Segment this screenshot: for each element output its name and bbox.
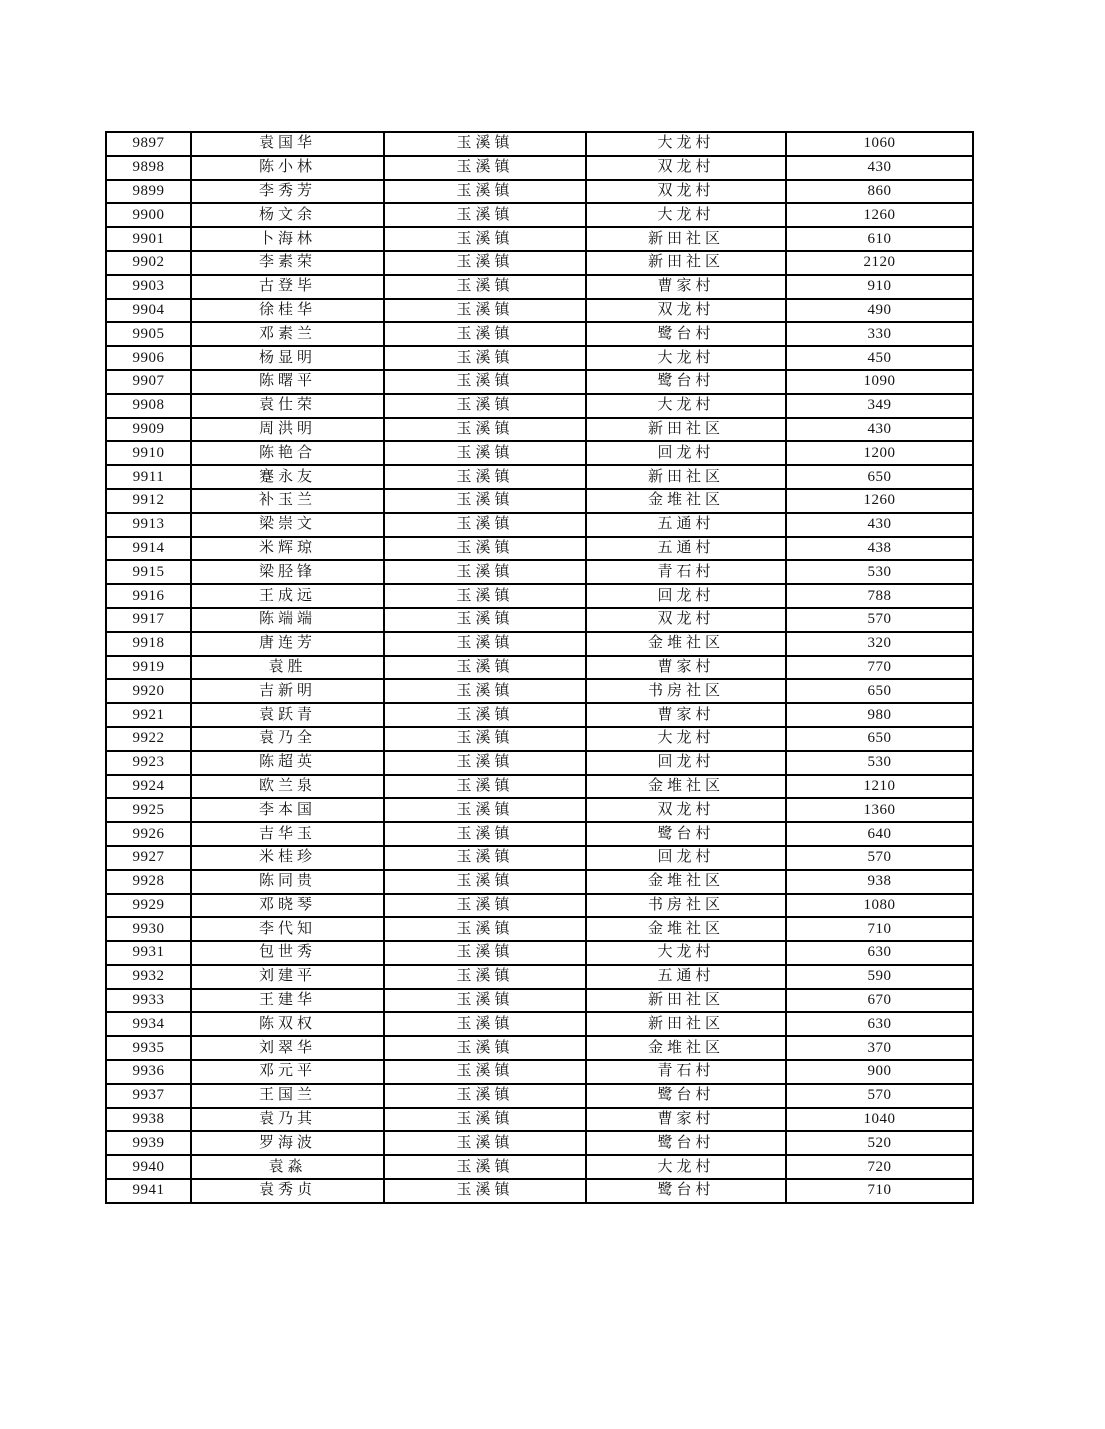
cell-name: 补玉兰 (191, 489, 384, 513)
cell-serial-number: 9940 (106, 1155, 191, 1179)
cell-town: 玉溪镇 (384, 608, 586, 632)
cell-village: 新田社区 (586, 989, 786, 1013)
table-row (106, 679, 973, 703)
cell-name: 杨文余 (191, 203, 384, 227)
cell-town: 玉溪镇 (384, 227, 586, 251)
cell-amount: 1210 (786, 775, 973, 799)
cell-name: 欧兰泉 (191, 775, 384, 799)
cell-town: 玉溪镇 (384, 1155, 586, 1179)
cell-name: 陈小林 (191, 156, 384, 180)
table-row (106, 1036, 973, 1060)
cell-village: 双龙村 (586, 608, 786, 632)
cell-town: 玉溪镇 (384, 798, 586, 822)
table-row (106, 180, 973, 204)
cell-village: 金堆社区 (586, 1036, 786, 1060)
cell-amount: 450 (786, 346, 973, 370)
cell-town: 玉溪镇 (384, 775, 586, 799)
cell-serial-number: 9922 (106, 727, 191, 751)
cell-village: 新田社区 (586, 418, 786, 442)
cell-amount: 670 (786, 989, 973, 1013)
table-row (106, 1060, 973, 1084)
table-row (106, 560, 973, 584)
cell-name: 王建华 (191, 989, 384, 1013)
cell-amount: 938 (786, 870, 973, 894)
table-row (106, 989, 973, 1013)
cell-village: 金堆社区 (586, 870, 786, 894)
cell-town: 玉溪镇 (384, 1012, 586, 1036)
cell-village: 曹家村 (586, 275, 786, 299)
cell-serial-number: 9923 (106, 751, 191, 775)
cell-village: 新田社区 (586, 227, 786, 251)
table-row (106, 489, 973, 513)
cell-village: 大龙村 (586, 727, 786, 751)
cell-serial-number: 9941 (106, 1179, 191, 1203)
cell-amount: 370 (786, 1036, 973, 1060)
cell-name: 陈艳合 (191, 441, 384, 465)
cell-amount: 570 (786, 608, 973, 632)
cell-village: 新田社区 (586, 465, 786, 489)
table-row (106, 775, 973, 799)
cell-town: 玉溪镇 (384, 156, 586, 180)
table-row (106, 156, 973, 180)
table-row (106, 1155, 973, 1179)
cell-name: 周洪明 (191, 418, 384, 442)
cell-amount: 610 (786, 227, 973, 251)
table-row (106, 418, 973, 442)
table-row (106, 537, 973, 561)
table-row (106, 227, 973, 251)
cell-town: 玉溪镇 (384, 1131, 586, 1155)
cell-name: 杨显明 (191, 346, 384, 370)
cell-village: 五通村 (586, 537, 786, 561)
cell-name: 陈双权 (191, 1012, 384, 1036)
cell-amount: 2120 (786, 251, 973, 275)
cell-town: 玉溪镇 (384, 132, 586, 156)
cell-name: 陈同贵 (191, 870, 384, 894)
cell-serial-number: 9924 (106, 775, 191, 799)
cell-amount: 1260 (786, 489, 973, 513)
cell-name: 刘建平 (191, 965, 384, 989)
cell-village: 鹭台村 (586, 822, 786, 846)
cell-name: 罗海波 (191, 1131, 384, 1155)
cell-amount: 710 (786, 917, 973, 941)
cell-town: 玉溪镇 (384, 941, 586, 965)
records-table-body (106, 132, 973, 1203)
cell-town: 玉溪镇 (384, 180, 586, 204)
cell-serial-number: 9912 (106, 489, 191, 513)
cell-town: 玉溪镇 (384, 584, 586, 608)
cell-town: 玉溪镇 (384, 370, 586, 394)
cell-town: 玉溪镇 (384, 560, 586, 584)
table-row (106, 441, 973, 465)
cell-serial-number: 9911 (106, 465, 191, 489)
table-row (106, 870, 973, 894)
cell-village: 曹家村 (586, 656, 786, 680)
cell-amount: 788 (786, 584, 973, 608)
cell-serial-number: 9916 (106, 584, 191, 608)
cell-amount: 650 (786, 465, 973, 489)
cell-amount: 590 (786, 965, 973, 989)
cell-serial-number: 9913 (106, 513, 191, 537)
cell-name: 袁秀贞 (191, 1179, 384, 1203)
cell-amount: 570 (786, 846, 973, 870)
cell-serial-number: 9917 (106, 608, 191, 632)
cell-amount: 630 (786, 941, 973, 965)
cell-serial-number: 9908 (106, 394, 191, 418)
cell-serial-number: 9934 (106, 1012, 191, 1036)
cell-name: 梁胫锋 (191, 560, 384, 584)
cell-name: 吉华玉 (191, 822, 384, 846)
cell-village: 大龙村 (586, 1155, 786, 1179)
table-row (106, 656, 973, 680)
table-row (106, 465, 973, 489)
cell-village: 金堆社区 (586, 917, 786, 941)
cell-village: 双龙村 (586, 156, 786, 180)
cell-serial-number: 9926 (106, 822, 191, 846)
cell-amount: 1090 (786, 370, 973, 394)
table-row (106, 846, 973, 870)
table-row (106, 1084, 973, 1108)
cell-village: 金堆社区 (586, 632, 786, 656)
cell-serial-number: 9919 (106, 656, 191, 680)
cell-amount: 320 (786, 632, 973, 656)
table-row (106, 203, 973, 227)
table-row (106, 1179, 973, 1203)
cell-town: 玉溪镇 (384, 822, 586, 846)
cell-amount: 520 (786, 1131, 973, 1155)
table-row (106, 584, 973, 608)
cell-town: 玉溪镇 (384, 441, 586, 465)
cell-name: 米桂珍 (191, 846, 384, 870)
cell-village: 鹭台村 (586, 1179, 786, 1203)
cell-serial-number: 9903 (106, 275, 191, 299)
table-row (106, 346, 973, 370)
cell-name: 王国兰 (191, 1084, 384, 1108)
cell-village: 回龙村 (586, 441, 786, 465)
cell-amount: 430 (786, 513, 973, 537)
cell-village: 青石村 (586, 1060, 786, 1084)
cell-serial-number: 9930 (106, 917, 191, 941)
cell-village: 鹭台村 (586, 1131, 786, 1155)
cell-amount: 530 (786, 560, 973, 584)
cell-village: 大龙村 (586, 132, 786, 156)
cell-name: 吉新明 (191, 679, 384, 703)
table-row (106, 751, 973, 775)
cell-village: 金堆社区 (586, 489, 786, 513)
cell-village: 双龙村 (586, 180, 786, 204)
cell-village: 鹭台村 (586, 1084, 786, 1108)
cell-village: 新田社区 (586, 251, 786, 275)
cell-amount: 710 (786, 1179, 973, 1203)
cell-town: 玉溪镇 (384, 846, 586, 870)
cell-amount: 570 (786, 1084, 973, 1108)
table-row (106, 703, 973, 727)
cell-town: 玉溪镇 (384, 727, 586, 751)
cell-name: 邓晓琴 (191, 894, 384, 918)
table-row (106, 1131, 973, 1155)
cell-name: 袁乃其 (191, 1108, 384, 1132)
cell-amount: 349 (786, 394, 973, 418)
cell-serial-number: 9914 (106, 537, 191, 561)
cell-name: 袁淼 (191, 1155, 384, 1179)
cell-village: 新田社区 (586, 1012, 786, 1036)
table-row (106, 632, 973, 656)
cell-serial-number: 9937 (106, 1084, 191, 1108)
cell-village: 大龙村 (586, 394, 786, 418)
cell-town: 玉溪镇 (384, 1179, 586, 1203)
cell-amount: 330 (786, 322, 973, 346)
cell-town: 玉溪镇 (384, 465, 586, 489)
cell-amount: 860 (786, 180, 973, 204)
cell-town: 玉溪镇 (384, 1108, 586, 1132)
table-row (106, 1108, 973, 1132)
cell-town: 玉溪镇 (384, 989, 586, 1013)
table-row (106, 941, 973, 965)
cell-village: 青石村 (586, 560, 786, 584)
cell-town: 玉溪镇 (384, 965, 586, 989)
cell-name: 古登毕 (191, 275, 384, 299)
cell-town: 玉溪镇 (384, 632, 586, 656)
cell-town: 玉溪镇 (384, 917, 586, 941)
cell-name: 王成远 (191, 584, 384, 608)
table-row (106, 132, 973, 156)
cell-town: 玉溪镇 (384, 537, 586, 561)
table-row (106, 394, 973, 418)
cell-serial-number: 9907 (106, 370, 191, 394)
table-row (106, 965, 973, 989)
cell-name: 刘翠华 (191, 1036, 384, 1060)
table-row (106, 513, 973, 537)
table-row (106, 894, 973, 918)
cell-town: 玉溪镇 (384, 251, 586, 275)
cell-town: 玉溪镇 (384, 394, 586, 418)
cell-amount: 630 (786, 1012, 973, 1036)
cell-amount: 650 (786, 727, 973, 751)
cell-name: 李代知 (191, 917, 384, 941)
cell-serial-number: 9906 (106, 346, 191, 370)
cell-serial-number: 9915 (106, 560, 191, 584)
records-table (105, 131, 974, 1204)
cell-village: 书房社区 (586, 679, 786, 703)
table-row (106, 798, 973, 822)
cell-serial-number: 9920 (106, 679, 191, 703)
cell-amount: 1060 (786, 132, 973, 156)
cell-amount: 770 (786, 656, 973, 680)
cell-village: 五通村 (586, 513, 786, 537)
cell-serial-number: 9938 (106, 1108, 191, 1132)
cell-serial-number: 9898 (106, 156, 191, 180)
cell-name: 邓元平 (191, 1060, 384, 1084)
cell-village: 双龙村 (586, 299, 786, 323)
cell-serial-number: 9925 (106, 798, 191, 822)
cell-amount: 900 (786, 1060, 973, 1084)
cell-village: 曹家村 (586, 1108, 786, 1132)
cell-village: 大龙村 (586, 203, 786, 227)
cell-amount: 980 (786, 703, 973, 727)
cell-name: 梁崇文 (191, 513, 384, 537)
cell-serial-number: 9931 (106, 941, 191, 965)
cell-amount: 430 (786, 418, 973, 442)
cell-serial-number: 9902 (106, 251, 191, 275)
cell-serial-number: 9910 (106, 441, 191, 465)
cell-name: 李秀芳 (191, 180, 384, 204)
cell-town: 玉溪镇 (384, 894, 586, 918)
cell-name: 李素荣 (191, 251, 384, 275)
table-row (106, 822, 973, 846)
cell-amount: 1360 (786, 798, 973, 822)
cell-town: 玉溪镇 (384, 1060, 586, 1084)
cell-town: 玉溪镇 (384, 418, 586, 442)
cell-amount: 1080 (786, 894, 973, 918)
cell-amount: 530 (786, 751, 973, 775)
cell-name: 陈超英 (191, 751, 384, 775)
cell-town: 玉溪镇 (384, 703, 586, 727)
cell-serial-number: 9899 (106, 180, 191, 204)
cell-serial-number: 9933 (106, 989, 191, 1013)
cell-town: 玉溪镇 (384, 1036, 586, 1060)
cell-amount: 910 (786, 275, 973, 299)
cell-town: 玉溪镇 (384, 1084, 586, 1108)
table-row (106, 370, 973, 394)
cell-village: 大龙村 (586, 346, 786, 370)
cell-name: 陈端端 (191, 608, 384, 632)
cell-village: 五通村 (586, 965, 786, 989)
table-row (106, 322, 973, 346)
cell-serial-number: 9921 (106, 703, 191, 727)
cell-name: 邓素兰 (191, 322, 384, 346)
cell-town: 玉溪镇 (384, 203, 586, 227)
cell-town: 玉溪镇 (384, 870, 586, 894)
cell-serial-number: 9901 (106, 227, 191, 251)
cell-village: 双龙村 (586, 798, 786, 822)
cell-amount: 1200 (786, 441, 973, 465)
cell-name: 蹇永友 (191, 465, 384, 489)
cell-name: 唐连芳 (191, 632, 384, 656)
cell-town: 玉溪镇 (384, 513, 586, 537)
table-row (106, 727, 973, 751)
cell-name: 米辉琼 (191, 537, 384, 561)
cell-serial-number: 9897 (106, 132, 191, 156)
cell-amount: 1260 (786, 203, 973, 227)
cell-amount: 438 (786, 537, 973, 561)
cell-village: 鹭台村 (586, 322, 786, 346)
cell-village: 回龙村 (586, 846, 786, 870)
cell-serial-number: 9936 (106, 1060, 191, 1084)
cell-village: 金堆社区 (586, 775, 786, 799)
cell-town: 玉溪镇 (384, 656, 586, 680)
cell-name: 袁仕荣 (191, 394, 384, 418)
cell-name: 徐桂华 (191, 299, 384, 323)
cell-name: 袁胜 (191, 656, 384, 680)
cell-serial-number: 9932 (106, 965, 191, 989)
cell-name: 陈曙平 (191, 370, 384, 394)
cell-name: 李本国 (191, 798, 384, 822)
cell-town: 玉溪镇 (384, 346, 586, 370)
table-row (106, 299, 973, 323)
cell-town: 玉溪镇 (384, 679, 586, 703)
cell-serial-number: 9927 (106, 846, 191, 870)
cell-serial-number: 9900 (106, 203, 191, 227)
cell-town: 玉溪镇 (384, 751, 586, 775)
cell-name: 袁国华 (191, 132, 384, 156)
cell-serial-number: 9918 (106, 632, 191, 656)
cell-village: 书房社区 (586, 894, 786, 918)
cell-town: 玉溪镇 (384, 322, 586, 346)
cell-serial-number: 9905 (106, 322, 191, 346)
cell-serial-number: 9929 (106, 894, 191, 918)
cell-serial-number: 9939 (106, 1131, 191, 1155)
cell-village: 回龙村 (586, 584, 786, 608)
cell-town: 玉溪镇 (384, 299, 586, 323)
cell-town: 玉溪镇 (384, 489, 586, 513)
cell-name: 袁乃全 (191, 727, 384, 751)
cell-amount: 490 (786, 299, 973, 323)
cell-village: 鹭台村 (586, 370, 786, 394)
table-row (106, 917, 973, 941)
table-row (106, 608, 973, 632)
cell-amount: 1040 (786, 1108, 973, 1132)
cell-serial-number: 9935 (106, 1036, 191, 1060)
cell-name: 卜海林 (191, 227, 384, 251)
cell-village: 回龙村 (586, 751, 786, 775)
cell-village: 曹家村 (586, 703, 786, 727)
cell-serial-number: 9928 (106, 870, 191, 894)
cell-serial-number: 9909 (106, 418, 191, 442)
table-row (106, 1012, 973, 1036)
cell-name: 袁跃青 (191, 703, 384, 727)
cell-village: 大龙村 (586, 941, 786, 965)
table-row (106, 251, 973, 275)
cell-amount: 650 (786, 679, 973, 703)
cell-amount: 720 (786, 1155, 973, 1179)
table-row (106, 275, 973, 299)
cell-town: 玉溪镇 (384, 275, 586, 299)
cell-amount: 640 (786, 822, 973, 846)
cell-serial-number: 9904 (106, 299, 191, 323)
cell-name: 包世秀 (191, 941, 384, 965)
cell-amount: 430 (786, 156, 973, 180)
